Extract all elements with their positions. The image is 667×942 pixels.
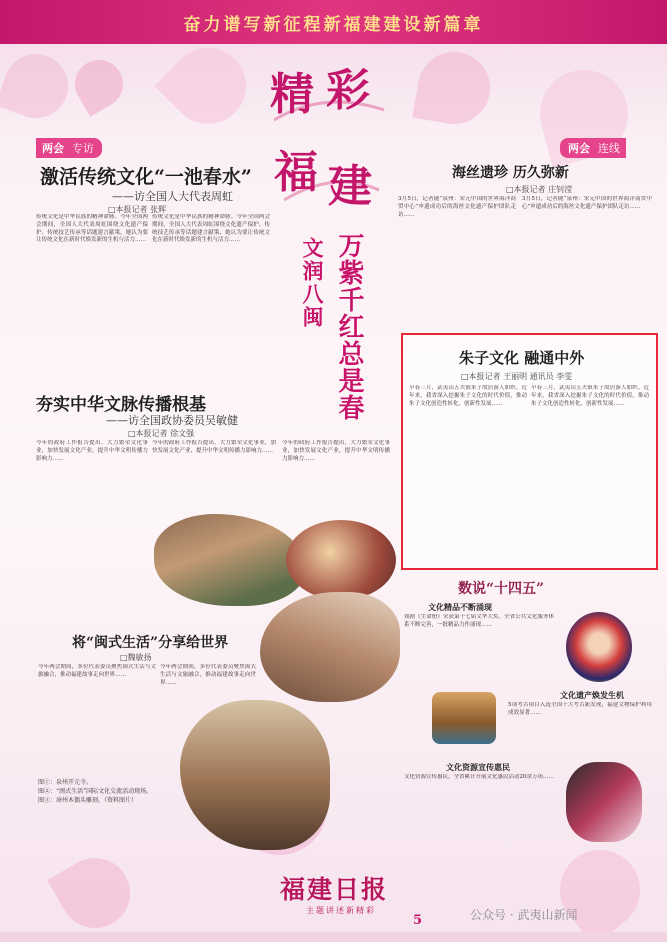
stats-item2-text: 5项考古项目入选全国十大考古新发现，福建文物保护利用成效显著…… [508,702,652,716]
dancer-image [566,762,642,842]
photo-notes [38,778,198,805]
exhibition-photo [260,592,400,702]
petal-decoration [47,845,143,941]
article5-byline: □魏敏扬 [120,653,152,662]
article3-body-col3: 今年的政府工作报告提出，大力繁荣文化事业，加快发展文化产业，提升中华文明传播力影响力…… [282,440,390,462]
article4-body-col2: 早春三月，武夷山五夫镇朱子故居游人如织。近年来，我省深入挖掘朱子文化的时代价值，推动朱子文化创造性转化、创新性发展…… [531,385,649,407]
masthead-char-2: 彩 [326,65,370,116]
article1-title: 激活传统文化“一池春水” [40,166,252,188]
featured-article-box [401,333,658,570]
opera-mask-image [566,612,632,682]
footer-brand: 福建日报 [280,875,389,904]
petal-decoration [0,45,77,127]
performance-photo [286,520,396,600]
right-kind-text: 连线 [597,142,620,155]
stats-item1-text: 戏剧《生命册》荣获第十七届文华大奖。全省公共文化服务体系不断完善，一批精品力作涌现…… [404,614,554,628]
article1-subtitle: ——访全国人大代表周虹 [112,190,233,203]
article3-title: 夯实中华文脉传播根基 [36,395,206,415]
petal-decoration [412,46,495,129]
top-banner [0,0,667,44]
center-headline-main: 万紫千红总是春 [334,232,364,421]
petal-decoration [154,32,261,139]
left-section-label [36,138,102,158]
article2-byline: □本报记者 庄钊滢 [506,185,573,194]
stats-title: 数说“十四五” [458,581,545,597]
left-kind-text: 专访 [71,142,94,155]
article3-subtitle: ——访全国政协委员吴敏健 [106,414,238,427]
photo-note-3: 图③：漳州木偶头雕刻。（资料图片） [38,797,138,804]
right-section-label [560,138,626,158]
banner-slogan: 奋力谱写新征程新福建建设新篇章 [183,15,484,35]
page-number: 5 [413,913,423,928]
article1-byline: □本报记者 张辉 [108,205,167,214]
article2-body: 3月5日，记者随“泉州：宋元中国的世界海洋商贸中心”申遗成功后的海丝文化遗产保护团队走访…… [398,196,516,218]
photo-note-2: 图②：“闽式生活”国际文化交流活动现场。 [38,788,153,795]
left-section-text: 两会 [42,142,64,155]
article2-title: 海丝遗珍 历久弥新 [452,165,569,181]
folio-strip [0,932,667,942]
petal-decoration [66,51,132,117]
masthead-char-4: 建 [328,161,372,212]
watermark-text: 公众号 · 武夷山新闻 [470,908,578,922]
masthead-char-1: 精 [270,69,314,120]
article5-title: 将“闽式生活”分享给世界 [72,635,229,651]
photo-note-1: 图①：泉州开元寺。 [38,779,93,786]
article4-byline: □本报记者 王丽明 通讯员 李雯 [461,372,573,381]
right-section-text: 两会 [568,142,590,155]
earthen-building-image [432,692,496,744]
stats-item1-heading: 文化精品不断涌现 [428,602,492,612]
masthead-char-3: 福 [274,147,318,198]
stats-item3-text: 文化资源宣传惠民，全省累计开展文化惠民活动20余万场…… [404,774,554,780]
article4-body: 早春三月，武夷山五夫镇朱子故居游人如织。近年来，我省深入挖掘朱子文化的时代价值，推动朱子文化创造性转化、创新性发展…… [409,385,527,407]
petal-decoration [544,834,657,942]
center-headline-sub: 文润八闽 [300,237,325,329]
article2-body-col2: 3月5日，记者随“泉州：宋元中国的世界海洋商贸中心”申遗成功后的海丝文化遗产保护团队走访…… [522,196,652,210]
stats-item3-heading: 文化资源宣传惠民 [446,762,510,772]
article3-byline: □本报记者 徐文强 [128,429,195,438]
footer-subtitle: 主题讲述新精彩 [306,906,376,915]
article5-body-col2: 今年两会期间，多位代表委员聚焦闽式生活与文旅融合，推动福建故事走向世界…… [160,664,256,686]
article5-body: 今年两会期间，多位代表委员聚焦闽式生活与文旅融合，推动福建故事走向世界…… [38,664,156,678]
article1-body-col2: 传统文化是中华民族的精神命脉。今年全国两会期间，全国人大代表周虹围绕文化遗产保护、传统技艺传承等话题建言献策，她认为要让传统文化在新时代焕发新的生机与活力…… [152,214,270,244]
article4-title: 朱子文化 融通中外 [459,349,585,367]
stats-item2-heading: 文化遗产焕发生机 [560,690,624,700]
article3-body: 今年的政府工作报告提出，大力繁荣文化事业，加快发展文化产业，提升中华文明传播力影响力…… [36,440,148,462]
article3-body-col2: 今年的政府工作报告提出，大力繁荣文化事业，加快发展文化产业，提升中华文明传播力影响力…… [152,440,276,454]
musician-photo [180,700,330,850]
article1-body: 传统文化是中华民族的精神命脉。今年全国两会期间，全国人大代表周虹围绕文化遗产保护、传统技艺传承等话题建言献策，她认为要让传统文化在新时代焕发新的生机与活力…… [36,214,148,244]
masthead-logo [264,50,394,210]
